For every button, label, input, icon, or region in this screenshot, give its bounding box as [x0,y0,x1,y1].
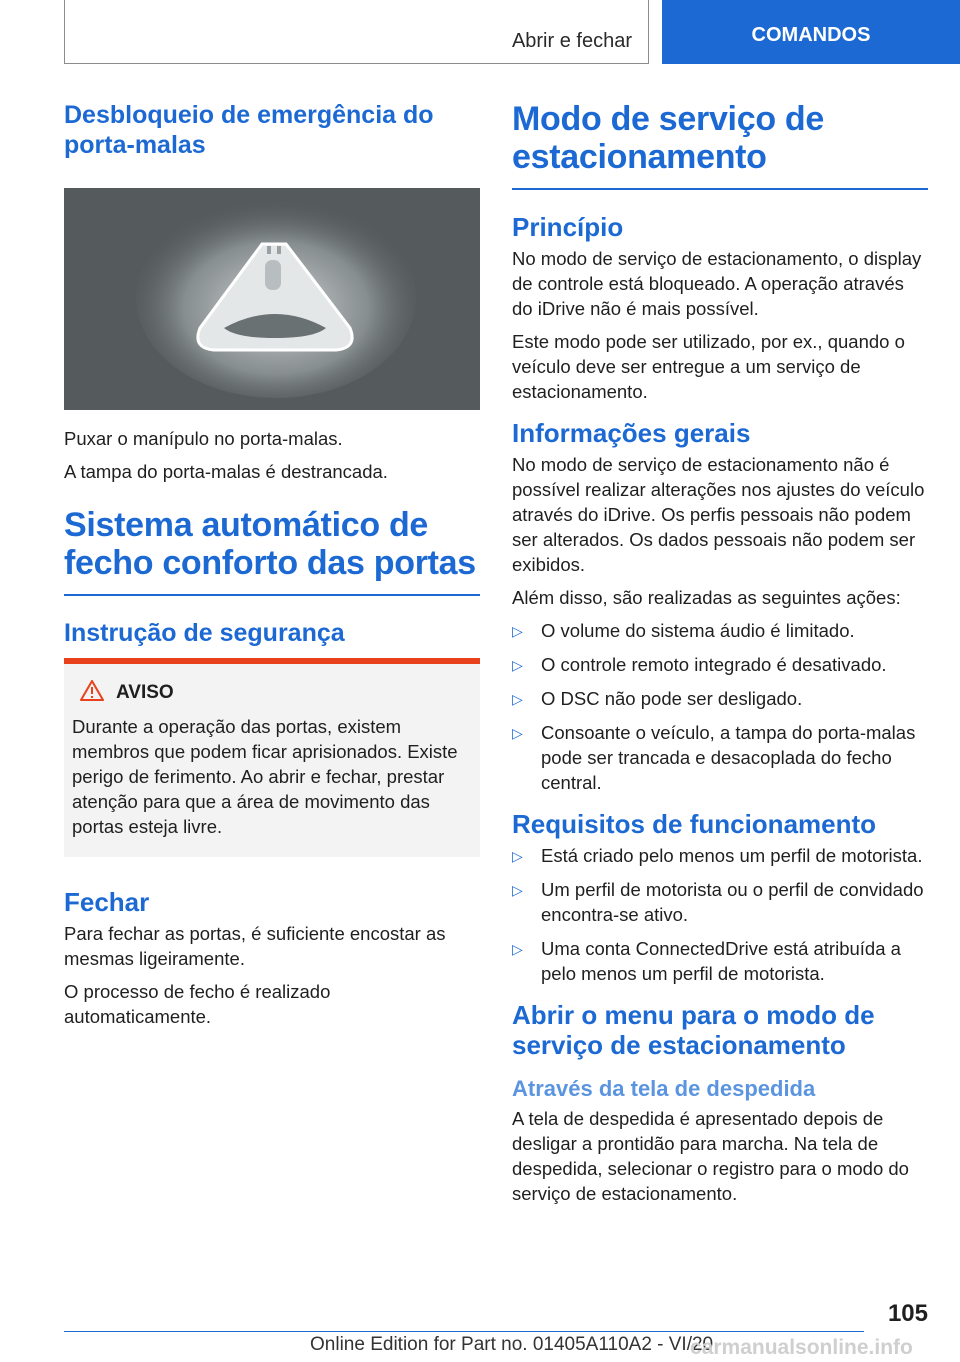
paragraph-close-2: O processo de fecho é realizado automaticamente. [64,981,331,1027]
paragraph-info-1: No modo de serviço de estacionamento não é possível realizar alterações nos ajustes do veículo através do iDrive. Os perfis pessoais não podem ser alterados. Os dados pessoais não podem ser exibidos. [512,454,925,575]
heading-general-info: Informações gerais [512,418,751,448]
warning-triangle-icon [80,680,104,706]
triangle-right-bullet-icon: ▷ [512,941,523,957]
paragraph-pull-handle: Puxar o manípulo no porta-malas. [64,428,343,449]
list-item [512,686,928,711]
paragraph-trunk-unlocked: A tampa do porta-malas é destrancada. [64,461,388,482]
heading-close: Fechar [64,887,150,917]
triangle-right-bullet-icon: ▷ [512,725,523,741]
triangle-right-bullet-icon: ▷ [512,657,523,673]
list-item [512,720,928,795]
paragraph-principle-2: Este modo pode ser utilizado, por ex., quando o veículo deve ser entregue a um serviço de estacionamento. [512,331,905,402]
right-column [512,100,928,1214]
paragraph-close-1: Para fechar as portas, é suficiente encostar as mesmas ligeiramente. [64,923,446,969]
list-item-text: O controle remoto integrado é desativado. [541,654,887,675]
warning-header [72,680,472,706]
warning-text: Durante a operação das portas, existem membros que podem ficar aprisionados. Existe perigo de ferimento. Ao abrir e fechar, prestar atenção para que a área de movimento das portas esteja livre. [72,716,458,837]
list-item-text: Consoante o veículo, a tampa do porta-malas pode ser trancada e desacoplada do fecho central. [541,722,916,793]
section-soft-close [64,506,480,596]
page-number: 105 [887,1300,928,1327]
triangle-right-bullet-icon: ▷ [512,848,523,864]
list-item-text: Está criado pelo menos um perfil de motorista. [541,845,923,866]
header-chapter-tab: COMANDOS [662,0,960,64]
list-item [512,652,928,677]
paragraph-principle-1: No modo de serviço de estacionamento, o display de controle está bloqueado. A operação através do iDrive não é mais possível. [512,248,922,319]
list-item-text: Um perfil de motorista ou o perfil de convidado encontra-se ativo. [541,879,924,925]
list-item-text: Uma conta ConnectedDrive está atribuída a pelo menos um perfil de motorista. [541,938,901,984]
header-section-title: Abrir e fechar [511,30,632,52]
paragraph-farewell: A tela de despedida é apresentado depois de desligar a prontidão para marcha. Na tela de despedida, selecionar o registro para o modo do serviço de estacionamento. [512,1108,909,1204]
heading-parking-service-mode: Modo de serviço de estacionamento [512,100,825,176]
watermark-text: carmanualsonline.info [690,1336,913,1359]
list-item [512,877,928,927]
list-item [512,936,928,986]
heading-requirements: Requisitos de funcionamento [512,809,877,839]
trunk-handle-illustration [64,188,480,410]
actions-list [512,618,928,795]
list-item [512,618,928,643]
footer-divider [64,1331,864,1332]
trunk-release-handle-image [64,188,480,410]
paragraph-info-2: Além disso, são realizadas as seguintes ações: [512,587,901,608]
heading-emergency-release: Desbloqueio de emergência do porta-malas [64,101,434,159]
triangle-right-bullet-icon: ▷ [512,691,523,707]
warning-title: AVISO [116,682,174,703]
header-section-box [64,0,649,64]
heading-safety-instruction: Instrução de segurança [64,619,345,647]
triangle-right-bullet-icon: ▷ [512,623,523,639]
list-item [512,843,928,868]
triangle-right-bullet-icon: ▷ [512,882,523,898]
heading-farewell-screen: Através da tela de despedida [512,1076,816,1101]
list-item-text: O DSC não pode ser desligado. [541,688,803,709]
section-parking-service-mode [512,100,928,190]
heading-soft-close-system: Sistema automático de fecho conforto das portas [64,506,476,582]
requirements-list [512,843,928,986]
list-item-text: O volume do sistema áudio é limitado. [541,620,855,641]
left-column [64,100,480,1037]
warning-box [64,658,480,857]
heading-open-menu: Abrir o menu para o modo de serviço de estacionamento [512,1000,875,1060]
footer-edition: Online Edition for Part no. 01405A110A2 - VI/20 [310,1334,714,1355]
heading-principle: Princípio [512,212,624,242]
